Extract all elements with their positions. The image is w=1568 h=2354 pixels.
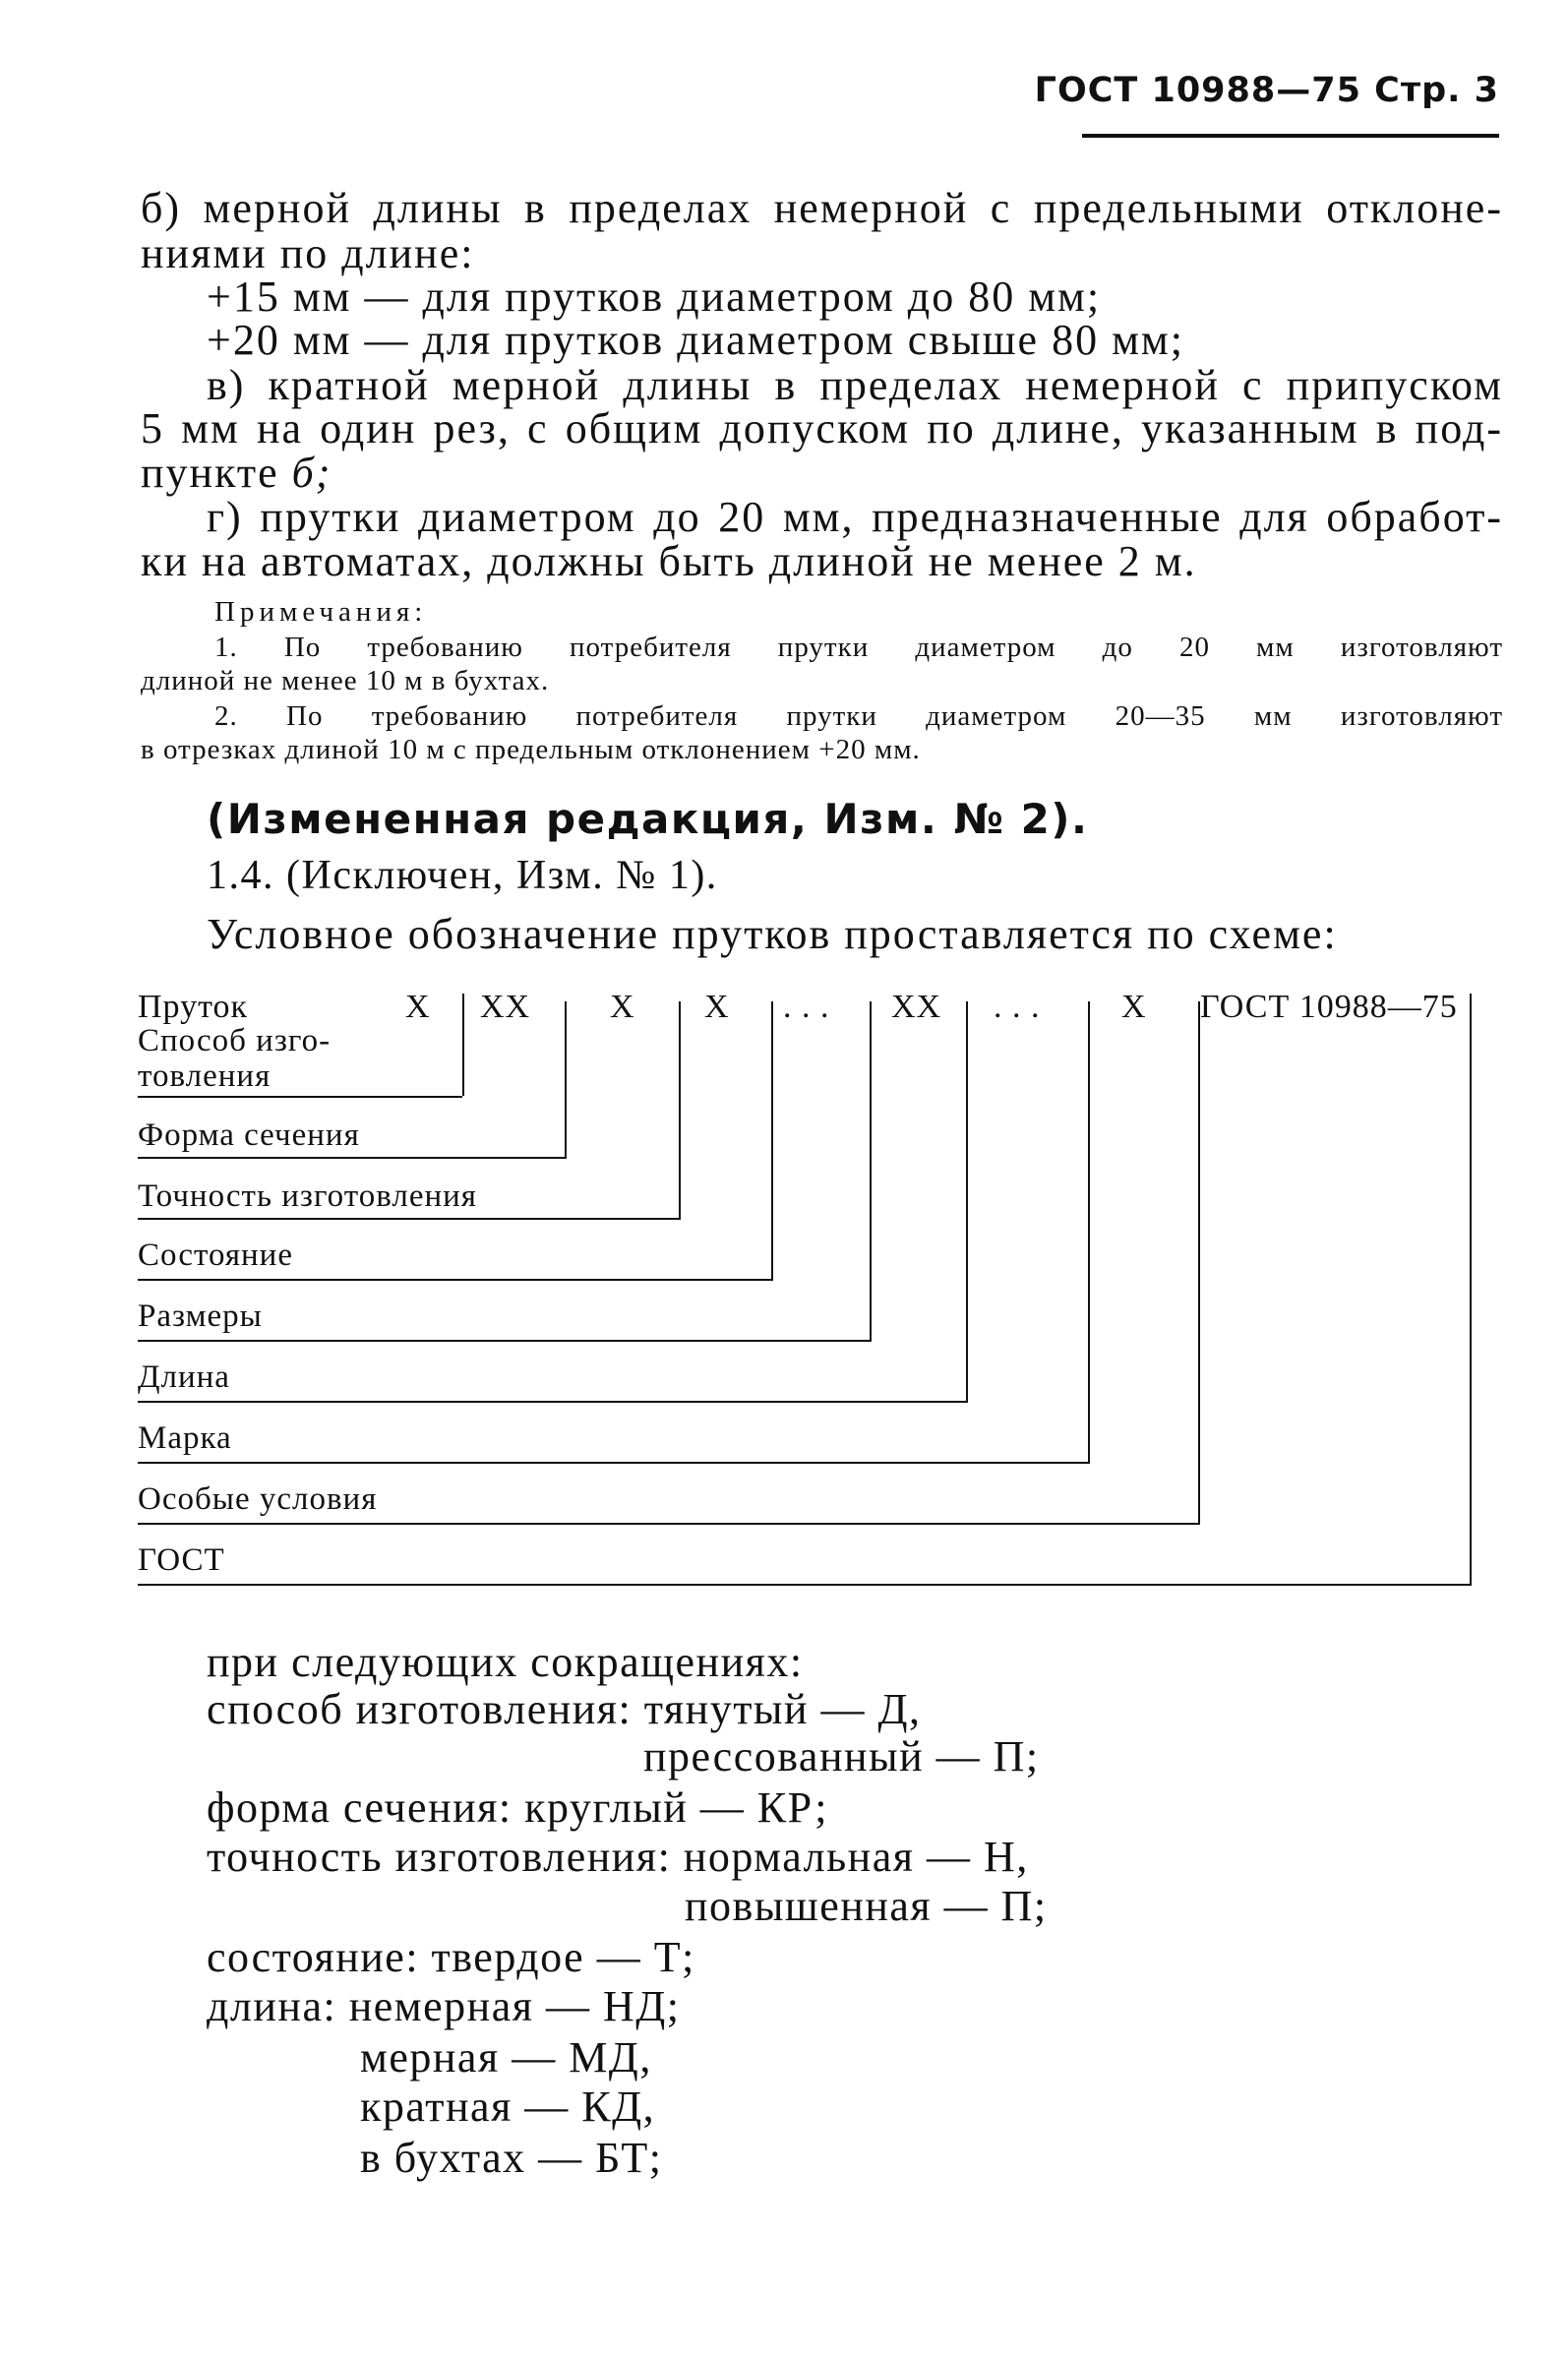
scheme-vline-length <box>966 1001 968 1403</box>
scheme-vline-accuracy <box>679 1001 681 1220</box>
abbr-section: форма сечения: круглый — КР; <box>207 1783 828 1832</box>
scheme-cell-special: X <box>1121 989 1147 1025</box>
abbr-accuracy-a: точность изготовления: нормальная — Н, <box>207 1833 1029 1881</box>
scheme-hline-accuracy <box>138 1218 679 1220</box>
scheme-cell-condition: X <box>704 989 730 1025</box>
scheme-vline-grade <box>1088 1001 1090 1464</box>
scheme-label-condition: Состояние <box>138 1237 293 1273</box>
scheme-cell-gost: ГОСТ 10988—75 <box>1200 989 1458 1025</box>
scheme-label-accuracy: Точность изготовления <box>138 1178 477 1214</box>
para-v-line-1: в) кратной мерной длины в пределах немерной с припуском <box>207 361 1503 409</box>
scheme-cell-accuracy: X <box>610 989 635 1025</box>
notes-title: Примечания: <box>214 596 428 628</box>
abbr-method-b: прессованный — П; <box>643 1732 1040 1781</box>
para-b-line-4: +20 мм — для прутков диаметром свыше 80 мм; <box>207 316 1184 364</box>
scheme-vline-section <box>565 1001 567 1159</box>
scheme-label-length: Длина <box>138 1359 230 1395</box>
scheme-hline-condition <box>138 1279 771 1281</box>
para-b-line-1: б) мерной длины в пределах немерной с предельными отклоне- <box>141 184 1503 232</box>
scheme-product-label: Пруток <box>138 989 249 1025</box>
scheme-cell-section: XX <box>480 989 531 1025</box>
scheme-hline-grade <box>138 1462 1088 1464</box>
abbr-length-c: кратная — КД, <box>360 2082 656 2131</box>
scheme-hline-gost <box>138 1584 1470 1586</box>
scheme-cell-ellipsis-1: . . . <box>783 989 830 1025</box>
scheme-label-method-2: товления <box>138 1058 271 1094</box>
para-g-line-2: ки на автоматах, должны быть длиной не менее 2 м. <box>141 537 1197 585</box>
scheme-hline-sizes <box>138 1340 870 1342</box>
clause-1-4-text: 1.4. (Исключен, Изм. № 1). <box>207 853 718 898</box>
para-v-line-2: 5 мм на один рез, с общим допуском по длине, указанным в под- <box>141 404 1503 453</box>
scheme-cell-method: X <box>405 989 431 1025</box>
scheme-vline-condition <box>771 1001 773 1281</box>
scheme-label-grade: Марка <box>138 1420 232 1456</box>
abbr-length-b: мерная — МД, <box>360 2033 652 2082</box>
scheme-hline-section <box>138 1157 567 1159</box>
scheme-hline-special <box>138 1523 1198 1525</box>
para-v-line-3-italic: б; <box>291 449 332 497</box>
scheme-label-sizes: Размеры <box>138 1298 263 1334</box>
abbr-condition: состояние: твердое — Т; <box>207 1933 695 1981</box>
scheme-cell-sizes: XX <box>891 989 942 1025</box>
scheme-vline-sizes <box>870 1001 872 1342</box>
abbr-length-d: в бухтах — БТ; <box>360 2134 663 2182</box>
para-v-line-3-text: пункте <box>141 449 292 497</box>
para-b-line-3: +15 мм — для прутков диаметром до 80 мм; <box>207 272 1102 321</box>
scheme-hline-method <box>138 1096 462 1098</box>
scheme-vline-special <box>1198 1001 1200 1525</box>
note-1-line-1: 1. По требованию потребителя прутки диаметром до 20 мм изготовляют <box>214 632 1503 663</box>
abbr-length-a: длина: немерная — НД; <box>207 1982 681 2030</box>
abbr-intro: при следующих сокращениях: <box>207 1638 804 1686</box>
abbr-method-a: способ изготовления: тянутый — Д, <box>207 1685 922 1733</box>
scheme-vline-method <box>462 994 464 1096</box>
scheme-intro: Условное обозначение прутков проставляется по схеме: <box>207 910 1338 958</box>
note-1-line-2: длиной не менее 10 м в бухтах. <box>141 665 550 696</box>
scheme-label-special: Особые условия <box>138 1481 378 1517</box>
revised-heading: (Измененная редакция, Изм. № 2). <box>207 795 1089 843</box>
scheme-hline-length <box>138 1401 966 1403</box>
page-header: ГОСТ 10988—75 Стр. 3 <box>1034 71 1499 110</box>
para-b-line-2: ниями по длине: <box>141 229 475 277</box>
scheme-cell-ellipsis-2: . . . <box>994 989 1041 1025</box>
scheme-label-section: Форма сечения <box>138 1117 360 1153</box>
note-2-line-2: в отрезках длиной 10 м с предельным отклонением +20 мм. <box>141 734 921 765</box>
note-2-line-1: 2. По требованию потребителя прутки диаметром 20—35 мм изготовляют <box>214 700 1503 732</box>
scheme-vline-gost <box>1470 994 1472 1586</box>
scheme-label-gost: ГОСТ <box>138 1542 225 1578</box>
abbr-accuracy-b: повышенная — П; <box>685 1882 1048 1930</box>
para-g-line-1: г) прутки диаметром до 20 мм, предназначенные для обработ- <box>207 493 1503 541</box>
scheme-label-method-1: Способ изго- <box>138 1023 332 1058</box>
